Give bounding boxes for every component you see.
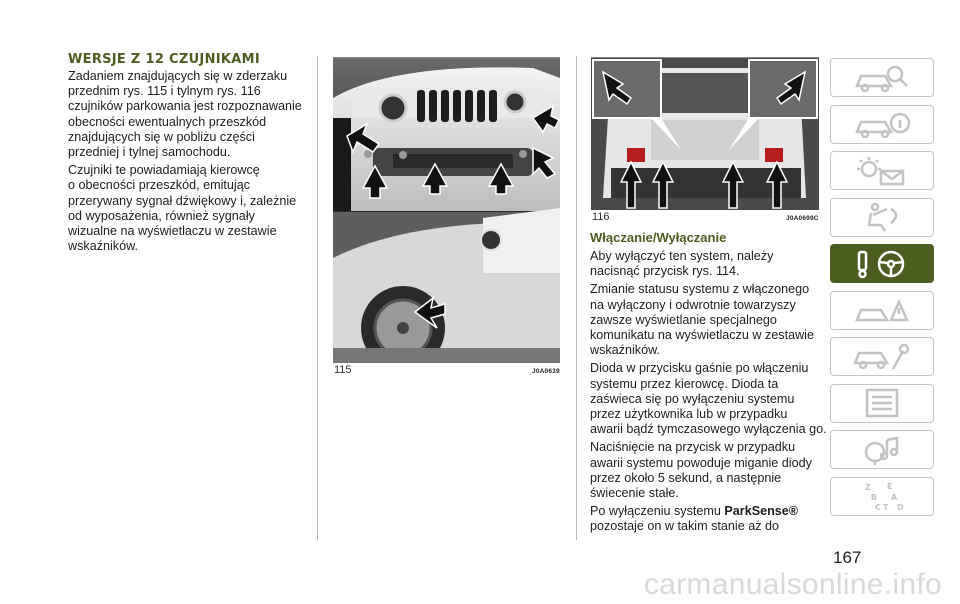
tab-multimedia[interactable]: [830, 430, 934, 469]
figure-115-code: J0A0639: [532, 368, 560, 375]
onoff-paragraph-2: Zmianie statusu systemu z włączonego na wyłączony i odwrotnie towarzyszy zawsze wyświetlanie specjalnego komunikatu na wyświetlaczu w zestawie wskaźników.: [590, 282, 814, 358]
svg-text:D: D: [897, 503, 904, 512]
car-magnifier-icon: [851, 62, 913, 94]
onoff-paragraph-3: Dioda w przycisku gaśnie po włączeniu systemu przez kierowcę. Dioda ta zaświeca się po wyłączeniu systemu przez użytkownika lub w przypadku awarii bądź tymczasowego wyłączenia go.: [590, 361, 827, 437]
tab-warning-lights[interactable]: [830, 151, 934, 190]
alphabet-index-icon: [851, 480, 913, 512]
intro-paragraph-1: Zadaniem znajdujących się w zderzaku przednim rys. 115 i tylnym rys. 116 czujników parkowania jest rozpoznawanie obecności ewentualnych przeszkód znajdujących się w pobliżu części przedniej i tylnej samochodu.: [68, 69, 302, 160]
tab-car-magnifier[interactable]: [830, 58, 934, 97]
figure-115-number: 115: [334, 364, 352, 376]
figure-116-code: J0A0699C: [786, 215, 819, 222]
tab-emergency[interactable]: [830, 291, 934, 330]
intro-paragraph-2: Czujniki te powiadamiają kierowcę o obecności przeszkód, emitując przerywany sygnał dźwiękowy i, zależnie od wyposażenia, również sygnały wizualne na wyświetlaczu w zestawie wskaźników.: [68, 163, 297, 254]
watermark: carmanualsonline.info: [643, 568, 942, 601]
onoff-paragraph-5: [590, 504, 830, 534]
svg-text:A: A: [891, 493, 898, 502]
front-bumper-sensors-photo: [333, 58, 560, 363]
page-number: 167: [833, 548, 862, 567]
svg-text:B: B: [871, 493, 878, 502]
onoff-paragraph-4: Naciśnięcie na przycisk w przypadku awarii systemu powoduje miganie diody przez około 5 sekund, a następnie świecenie stałe.: [590, 440, 812, 501]
onoff-paragraph-1: Aby wyłączyć ten system, należy nacisnąć przycisk rys. 114.: [590, 249, 774, 279]
warning-light-message-icon: [851, 155, 913, 187]
checklist-icon: [851, 387, 913, 419]
onoff-last-prefix: Po wyłączeniu systemu: [590, 504, 725, 519]
svg-text:Z: Z: [865, 483, 871, 492]
tab-car-info[interactable]: [830, 105, 934, 144]
figure-116-image: [591, 57, 819, 210]
section-heading: WERSJE Z 12 CZUJNIKAMI: [68, 52, 260, 67]
svg-text:C: C: [875, 503, 881, 512]
tab-safety[interactable]: [830, 198, 934, 237]
car-info-icon: [851, 108, 913, 140]
media-navigation-icon: [851, 434, 913, 466]
svg-text:E: E: [887, 482, 893, 491]
tab-technical-data[interactable]: [830, 384, 934, 423]
onoff-section: [590, 230, 830, 538]
column-divider-1: [317, 56, 318, 540]
onoff-last-suffix: pozostaje on w takim stanie aż do: [590, 519, 780, 534]
car-hazard-icon: [851, 294, 913, 326]
tab-index[interactable]: [830, 477, 934, 516]
figure-116-number: 116: [592, 211, 610, 223]
chapter-navigation: [830, 58, 934, 523]
seat-airbag-icon: [851, 201, 913, 233]
figure-115-image: [333, 57, 560, 363]
key-steering-wheel-icon: [851, 248, 913, 280]
svg-text:T: T: [883, 503, 889, 512]
car-wrench-icon: [851, 341, 913, 373]
tab-starting-driving[interactable]: [830, 244, 934, 283]
rear-bumper-sensors-photo: [591, 58, 819, 210]
onoff-heading: Włączanie/Wyłączanie: [590, 230, 727, 245]
column-divider-2: [576, 56, 577, 540]
parksense-name: ParkSense®: [724, 504, 799, 519]
tab-servicing[interactable]: [830, 337, 934, 376]
intro-section: [68, 52, 308, 257]
